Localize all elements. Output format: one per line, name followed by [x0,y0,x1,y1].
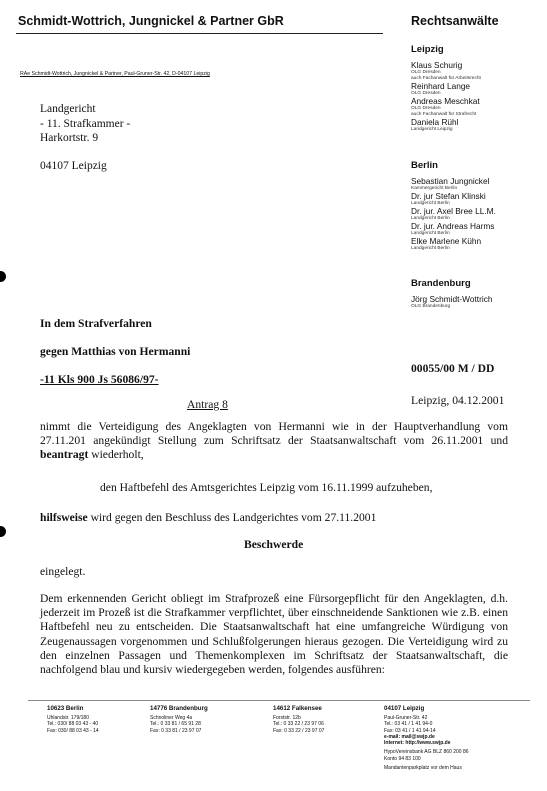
header-divider [16,33,383,34]
paragraph-text: nimmt die Verteidigung des Angeklagten von Hermanni wie in der Hauptverhandlung vom 27.11.201 angekündigt Stellung zum Schriftsatz der Staatsanwaltschaft vom 26.11.2001 und [40,420,508,448]
lawyer-specialty: auch Fachanwalt für Arbeitsrecht [411,76,481,81]
lawyer-name: Daniela Rühl [411,117,459,127]
lawyer-name: Reinhard Lange [411,81,471,91]
lawyer-name: Elke Marlene Kühn [411,236,482,246]
city-heading: Brandenburg [411,278,471,289]
lawyers-berlin [411,160,496,252]
motion-title: Antrag 8 [187,398,228,411]
heading-complaint: Beschwerde [244,538,304,551]
recipient-address [40,102,130,173]
case-intro: In dem Strafverfahren [40,317,152,330]
lawyer-court: OLG Dresden [411,106,441,111]
case-file-number: -11 Kls 900 Js 56086/97- [40,373,159,386]
paragraph-text: wird gegen den Beschluss des Landgerichtes vom 27.11.2001 [87,511,377,524]
lawyer-court: Landgericht Berlin [411,246,450,251]
lawyer-court: Landgericht Berlin [411,216,450,221]
lawyer-court: OLG Dresden [411,91,441,96]
lawyer-name: Jörg Schmidt-Wottrich [411,294,493,304]
punch-hole [0,271,6,282]
office-phone: Tel.: 03 41 / 1 41 94-0 [384,721,433,728]
office-fax: Fax: 0 33 81 / 23 97 07 [150,727,202,734]
office-city: 14776 Brandenburg [150,705,208,712]
footer-divider [28,700,530,701]
paragraph-1 [40,420,508,463]
paragraph-4: eingelegt. [40,565,86,578]
office-bank: HypoVereinsbank AG BLZ 860 200 86 [384,749,469,756]
footer-office-brandenburg [150,705,208,734]
office-phone: Tel.: 030/ 88 03 43 - 40 [47,721,99,728]
lawyers-brandenburg [411,278,492,310]
footer-office-leipzig [384,705,469,771]
bold-term: beantragt [40,448,89,462]
office-phone: Tel.: 0 33 81 / 65 91 28 [150,721,201,728]
footer-office-falkensee [273,705,324,734]
lawyer-court: OLG Brandenburg [411,304,451,309]
lawyer-specialty: auch Fachanwalt für Strafrecht [411,112,477,117]
office-street: Paul-Gruner-Str. 42 [384,715,428,721]
lawyer-name: Dr. jur Stefan Klinski [411,191,486,201]
office-account: Konto 94 83 100 [384,755,421,762]
office-city: 10623 Berlin [47,705,84,712]
office-street: Schnoliner Weg 4a [150,715,193,721]
paragraph-2: den Haftbefehl des Amtsgerichtes Leipzig vom 16.11.1999 aufzuheben, [100,481,433,494]
lawyer-name: Dr. jur. Andreas Harms [411,221,495,231]
city-heading: Berlin [411,160,438,171]
recipient-line: - 11. Strafkammer - [40,117,131,130]
office-fax: Fax: 030/ 88 03 43 - 14 [47,727,99,734]
lawyer-court: OLG Dresden [411,70,441,75]
firm-name: Schmidt-Wottrich, Jungnickel & Partner GbR [18,14,284,28]
lawyer-court: Landgericht Berlin [411,231,450,236]
profession-title: Rechtsanwälte [411,14,499,28]
office-city: 14612 Falkensee [273,705,322,712]
defendant-line: gegen Matthias von Hermanni [40,345,191,358]
office-phone: Tel.: 0 33 22 / 23 97 06 [273,721,324,728]
reference-number: 00055/00 M / DD [411,362,495,375]
lawyer-court: Kammergericht Berlin [411,186,458,191]
paragraph-3 [40,511,376,524]
paragraph-text: wiederholt, [88,448,144,462]
lawyer-name: Andreas Meschkat [411,96,480,106]
office-street: Uhlandstr. 179/180 [47,715,89,721]
lawyer-name: Dr. jur. Axel Bree LL.M. [411,206,496,216]
recipient-line: Landgericht [40,103,96,115]
office-street: Forststr. 12b [273,715,301,721]
office-email: e-mail: mail@swjp.de [384,733,435,740]
footer-office-berlin [47,705,99,734]
recipient-line: Harkortstr. 9 [40,132,99,144]
office-fax: Fax: 0 33 22 / 23 97 07 [273,727,325,734]
lawyer-court: Landgericht Berlin [411,201,450,206]
office-fax: Fax: 03 41 / 1 41 94-14 [384,727,436,734]
punch-hole [0,526,6,537]
office-parking: Mandantenparkplatz vor dem Haus [384,765,462,772]
paragraph-5: Dem erkennenden Gericht obliegt im Strafprozeß eine Fürsorgepflicht für den Angeklagten, d.h. jederzeit im Prozeß ist die Strafkammer verpflichtet, über einschneidende Sanktionen wie z.B. einen Haftbefehl neu zu entscheiden. Die Staatsanwaltschaft hat eine umfangreiche Würdigung von Zeugenaussagen vorgenommen und Schlußfolgerungen hieraus gezogen. Die Verteidigung wird zu den einzelnen Passagen und Themenkomplexen im Schriftsatz der Staatsanwaltschaft, die nachfolgend blau und kursiv wiedergegeben werden, folgendes ausführen: [40,592,508,677]
bold-term: hilfsweise [40,511,88,524]
lawyer-court: Landgericht Leipzig [411,127,453,132]
recipient-line: 04107 Leipzig [40,159,107,172]
lawyer-name: Klaus Schurig [411,60,463,70]
city-heading: Leipzig [411,44,444,55]
lawyers-leipzig [411,44,481,133]
office-website: Internet: http://www.swjp.de [384,740,451,747]
place-date: Leipzig, 04.12.2001 [411,394,505,407]
office-city: 04107 Leipzig [384,705,425,712]
sender-line: RAe Schmidt-Wottrich, Jungnickel & Partner, Paul-Gruner-Str. 42, D-04107 Leipzig [20,71,210,77]
lawyer-name: Sebastian Jungnickel [411,176,490,186]
